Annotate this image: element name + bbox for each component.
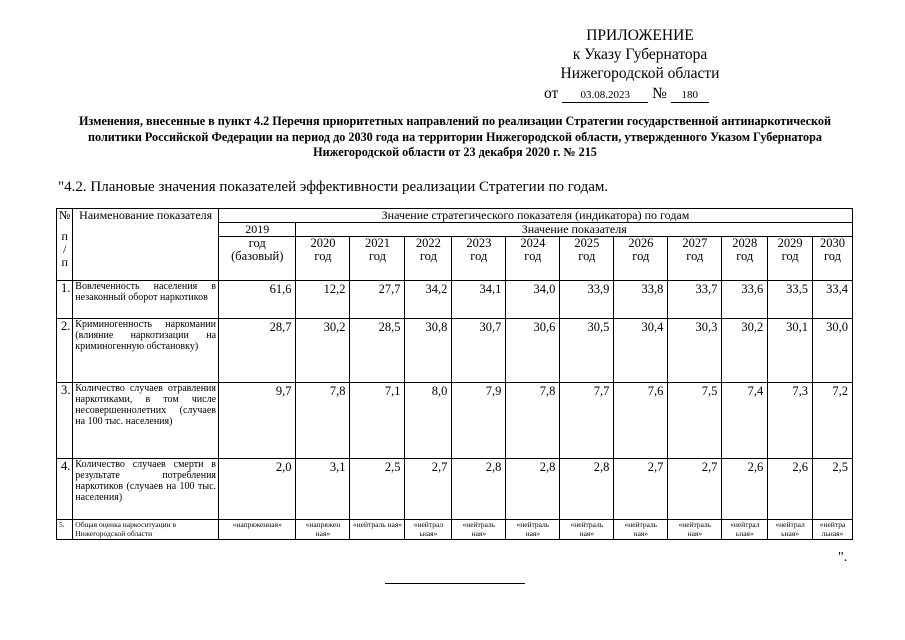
year-value: 2026 <box>628 236 654 250</box>
year-suffix: год <box>686 249 704 263</box>
year-value: 2021 <box>364 236 390 250</box>
year-suffix: год <box>470 249 488 263</box>
value-2021: 27,7 <box>350 281 405 319</box>
value-2023: 2,8 <box>452 459 506 520</box>
value-2024: 2,8 <box>506 459 560 520</box>
header-year-2029 <box>768 237 813 281</box>
appendix-date-line <box>540 84 740 103</box>
value-2020: «напряжен ная» <box>296 520 350 540</box>
value-2028: 2,6 <box>722 459 768 520</box>
value-2029: «нейтрал ьная» <box>768 520 813 540</box>
header-year-2028 <box>722 237 768 281</box>
base-value: 2,0 <box>219 459 296 520</box>
indicator-name: Общая оценка наркоситуации в Нижегородской области <box>73 520 219 540</box>
indicators-table <box>56 208 853 540</box>
value-2028: «нейтрал ьная» <box>722 520 768 540</box>
value-2025: «нейтраль ная» <box>560 520 614 540</box>
year-value: 2025 <box>574 236 600 250</box>
value-2022: 8,0 <box>405 383 452 459</box>
value-2020: 3,1 <box>296 459 350 520</box>
header-number <box>57 209 73 281</box>
value-2027: 7,5 <box>668 383 722 459</box>
date-prefix: от <box>544 85 559 102</box>
value-2021: 2,5 <box>350 459 405 520</box>
value-2022: «нейтрал ьная» <box>405 520 452 540</box>
value-2022: 34,2 <box>405 281 452 319</box>
header-year-2024 <box>506 237 560 281</box>
header-number-sub: п / п <box>61 229 68 269</box>
year-value: 2022 <box>415 236 441 250</box>
value-2030: 33,4 <box>813 281 853 319</box>
value-2026: 30,4 <box>614 319 668 383</box>
header-base-label: год (базовый) <box>219 237 296 281</box>
value-2021: 28,5 <box>350 319 405 383</box>
header-number-sign: № <box>59 208 71 222</box>
value-2024: 30,6 <box>506 319 560 383</box>
table-row <box>57 281 853 319</box>
value-2021: 7,1 <box>350 383 405 459</box>
year-value: 2030 <box>820 236 845 250</box>
header-year-2020 <box>296 237 350 281</box>
value-2027: 2,7 <box>668 459 722 520</box>
value-2028: 33,6 <box>722 281 768 319</box>
header-base-year: 2019 <box>219 223 296 237</box>
row-number: 1. <box>57 281 73 319</box>
year-suffix: год <box>781 249 799 263</box>
indicator-name: Криминогенность наркомании (влияние наркотизации на криминогенную обстановку) <box>73 319 219 383</box>
year-suffix: год <box>419 249 437 263</box>
value-2022: 2,7 <box>405 459 452 520</box>
year-value: 2029 <box>777 236 803 250</box>
value-2020: 30,2 <box>296 319 350 383</box>
year-value: 2020 <box>310 236 336 250</box>
value-2030: 7,2 <box>813 383 853 459</box>
value-2030: «нейтра льная» <box>813 520 853 540</box>
value-2030: 2,5 <box>813 459 853 520</box>
year-suffix: год <box>314 249 332 263</box>
year-suffix: год <box>823 249 842 263</box>
value-2020: 7,8 <box>296 383 350 459</box>
header-year-2026 <box>614 237 668 281</box>
number-prefix: № <box>652 85 667 102</box>
value-2028: 7,4 <box>722 383 768 459</box>
indicator-name: Количество случаев отравления наркотиками, в том числе несовершеннолетних (случаев на 100 тыс. населения) <box>73 383 219 459</box>
decree-number: 180 <box>671 88 709 103</box>
value-2029: 2,6 <box>768 459 813 520</box>
row-number: 2. <box>57 319 73 383</box>
value-2029: 30,1 <box>768 319 813 383</box>
value-2030: 30,0 <box>813 319 853 383</box>
value-2024: 34,0 <box>506 281 560 319</box>
row-number: 5. <box>57 520 73 540</box>
header-year-2025 <box>560 237 614 281</box>
year-suffix: год <box>578 249 596 263</box>
value-2022: 30,8 <box>405 319 452 383</box>
value-2023: 30,7 <box>452 319 506 383</box>
value-2023: 34,1 <box>452 281 506 319</box>
value-2027: «нейтраль ная» <box>668 520 722 540</box>
indicator-name: Вовлеченность населения в незаконный оборот наркотиков <box>73 281 219 319</box>
value-2029: 7,3 <box>768 383 813 459</box>
header-indicator-name: Наименование показателя <box>73 209 219 281</box>
year-suffix: год <box>524 249 542 263</box>
value-2024: «нейтраль ная» <box>506 520 560 540</box>
appendix-line3: Нижегородской области <box>560 65 720 82</box>
year-value: 2023 <box>466 236 492 250</box>
value-2025: 2,8 <box>560 459 614 520</box>
base-value: 61,6 <box>219 281 296 319</box>
header-group: Значение стратегического показателя (индикатора) по годам <box>219 209 853 223</box>
value-2025: 7,7 <box>560 383 614 459</box>
value-2027: 33,7 <box>668 281 722 319</box>
document-heading: Изменения, внесенные в пункт 4.2 Перечня приоритетных направлений по реализации Стратегии государственной антинаркотической политики Российской Федерации на период до 2030 года на территории Нижегородской области, утвержденного Указом Губернатора Нижегородской области от 23 декабря 2020 г. № 215 <box>78 114 832 159</box>
value-2025: 33,9 <box>560 281 614 319</box>
year-value: 2028 <box>732 236 758 250</box>
table-row <box>57 383 853 459</box>
closing-mark: ". <box>838 550 848 565</box>
value-2023: «нейтраль ная» <box>452 520 506 540</box>
value-2025: 30,5 <box>560 319 614 383</box>
value-2027: 30,3 <box>668 319 722 383</box>
value-2026: 33,8 <box>614 281 668 319</box>
value-2023: 7,9 <box>452 383 506 459</box>
appendix-line2: к Указу Губернатора <box>572 46 708 63</box>
value-2029: 33,5 <box>768 281 813 319</box>
table-row <box>57 520 853 540</box>
header-year-2022 <box>405 237 452 281</box>
header-year-2021 <box>350 237 405 281</box>
decree-date: 03.08.2023 <box>562 88 648 103</box>
signature-line <box>385 583 525 584</box>
row-number: 3. <box>57 383 73 459</box>
base-value: 28,7 <box>219 319 296 383</box>
table-row <box>57 459 853 520</box>
year-value: 2027 <box>682 236 708 250</box>
value-2024: 7,8 <box>506 383 560 459</box>
value-2021: «нейтраль ная» <box>350 520 405 540</box>
value-2028: 30,2 <box>722 319 768 383</box>
year-suffix: год <box>736 249 754 263</box>
year-value: 2024 <box>520 236 546 250</box>
appendix-title: ПРИЛОЖЕНИЕ <box>586 27 694 44</box>
value-2026: «нейтраль ная» <box>614 520 668 540</box>
section-subtitle: "4.2. Плановые значения показателей эффективности реализации Стратегии по годам. <box>58 179 609 195</box>
appendix-block <box>540 26 740 103</box>
base-value: «напряженная» <box>219 520 296 540</box>
header-values: Значение показателя <box>296 223 853 237</box>
value-2026: 7,6 <box>614 383 668 459</box>
year-suffix: год <box>368 249 386 263</box>
value-2026: 2,7 <box>614 459 668 520</box>
row-number: 4. <box>57 459 73 520</box>
header-year-2027 <box>668 237 722 281</box>
header-year-2030 <box>813 237 853 281</box>
year-suffix: год <box>632 249 650 263</box>
indicator-name: Количество случаев смерти в результате потребления наркотиков (случаев на 100 тыс. населения) <box>73 459 219 520</box>
table-row <box>57 319 853 383</box>
value-2020: 12,2 <box>296 281 350 319</box>
header-year-2023 <box>452 237 506 281</box>
base-value: 9,7 <box>219 383 296 459</box>
